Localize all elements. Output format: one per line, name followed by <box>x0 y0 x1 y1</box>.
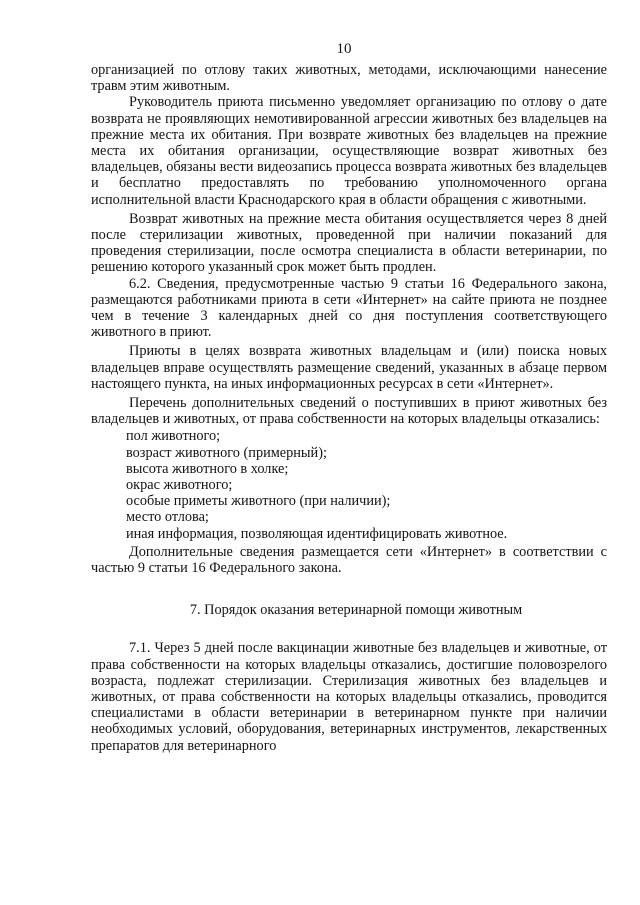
paragraph-return-timing: Возврат животных на прежние места обитания осуществляется через 8 дней после стерилизации животных, проведенной при наличии показаний для проведения стерилизации, после осмотра специалиста в области ветеринарии, по решению которого указанный срок может быть продлен. <box>91 210 607 276</box>
additional-info-list <box>91 428 607 541</box>
paragraph-6-2: 6.2. Сведения, предусмотренные частью 9 статьи 16 Федерального закона, размещаются работниками приюта в сети «Интернет» на сайте приюта не позднее чем в течение 3 календарных дней со дня поступления соответствующего животного в приют. <box>91 275 607 341</box>
list-item: иная информация, позволяющая идентифицировать животное. <box>126 525 508 542</box>
list-item: возраст животного (примерный); <box>126 444 327 461</box>
paragraph-continuation: организацией по отлову таких животных, методами, исключающими нанесение травм этим животным. <box>91 62 607 95</box>
paragraph-shelter-publication: Приюты в целях возврата животных владельцам и (или) поиска новых владельцев вправе осуществлять размещение сведений, указанных в абзаце первом настоящего пункта, на иных информационных ресурсах в сети «Интернет». <box>91 343 607 392</box>
list-item: высота животного в холке; <box>126 460 289 477</box>
paragraph-additional-info-intro: Перечень дополнительных сведений о поступивших в приют животных без владельцев и животных, от права собственности на которых владельцы отказались: <box>91 395 607 428</box>
list-item: место отлова; <box>126 509 209 526</box>
paragraph-after-list: Дополнительные сведения размещается сети «Интернет» в соответствии с частью 9 статьи 16 Федерального закона. <box>91 543 607 577</box>
list-item: окрас животного; <box>126 477 233 494</box>
list-item: особые приметы животного (при наличии); <box>126 493 391 510</box>
page-number: 10 <box>336 41 352 57</box>
paragraph-7-1: 7.1. Через 5 дней после вакцинации животные без владельцев и животные, от права собственности на которых владельцы отказались, достигшие половозрелого возраста, подлежат стерилизации. Стерилизация животных без владельцев и животных, от права собственности на которых владельцы отказались, проводится специалистами в области ветеринарии в ветеринарном пункте при наличии необходимых условий, оборудования, ветеринарных инструментов, лекарственных препаратов для ветеринарного <box>91 640 607 754</box>
paragraph-shelter-notification: Руководитель приюта письменно уведомляет организацию по отлову о дате возврата не проявляющих немотивированной агрессии животных без владельцев на прежние места их обитания. При возврате животных без владельцев на прежние места их обитания организации, осуществляющие возврат животных без владельцев, обязаны вести видеозапись процесса возврата животных без владельцев и бесплатно предоставлять по требованию уполномоченного органа исполнительной власти Краснодарского края в области обращения с животными. <box>91 94 607 208</box>
list-item: пол животного; <box>126 428 221 445</box>
section-heading: 7. Порядок оказания ветеринарной помощи животным <box>189 602 523 619</box>
